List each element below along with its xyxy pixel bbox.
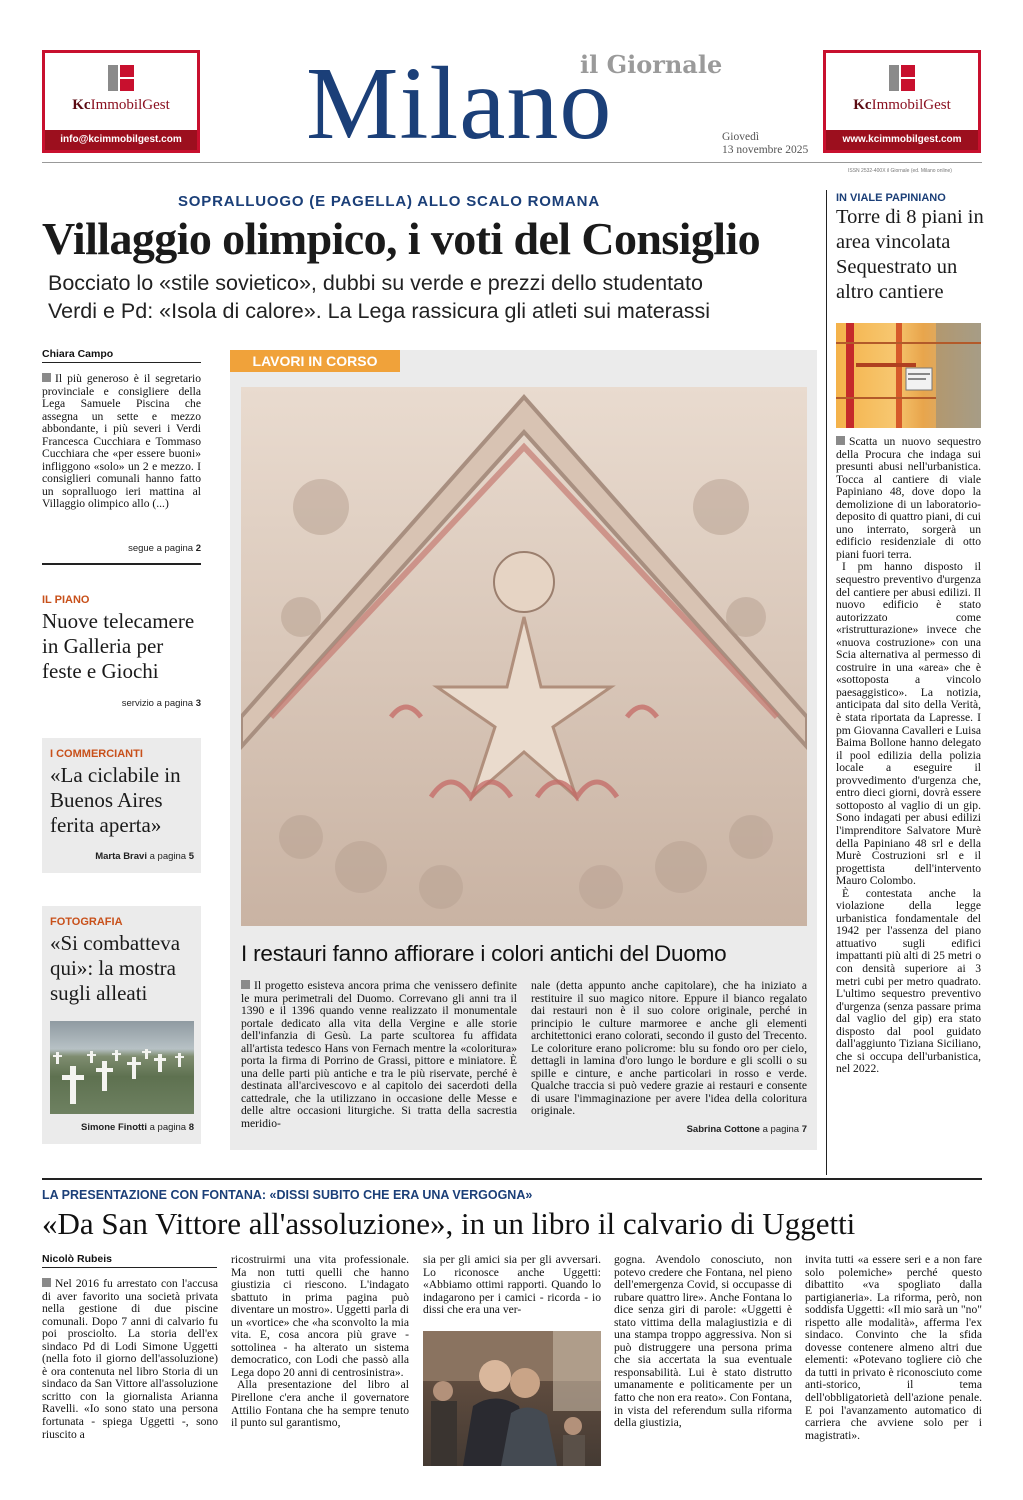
bullet-icon (836, 436, 845, 445)
fotografia-kicker: FOTOGRAFIA (50, 916, 123, 928)
lead-deck-1: Bocciato lo «stile sovietico», dubbi su verde e prezzi dello studentato (48, 271, 703, 295)
commercianti-title[interactable]: «La ciclabile in Buenos Aires ferita aperta» (50, 763, 181, 837)
duomo-label: LAVORI IN CORSO (230, 350, 400, 372)
papiniano-kicker: IN VIALE PAPINIANO (836, 192, 946, 204)
lead-byline: Chiara Campo (42, 348, 114, 360)
masthead-title: Milano (306, 46, 613, 161)
uggetti-col-1: Nel 2016 fu arrestato con l'accusa di aver favorito una società privata nella gestione di due piscine comunali. Dopo 7 anni di calvario fu poi prosciolto. La storia dell'ex sindaco Pd di Lodi Simone Uggetti (nella foto il giorno dell'assoluzione) è ora contenuta nel libro Storia di un sindaco da San Vittore all'assoluzione scritto con la giornalista Arianna Ravelli. «Io sono stato una persona fortunata - spiega Uggetti -, sono riuscito a (42, 1277, 218, 1441)
construction-site-icon (836, 323, 981, 428)
uggetti-photo (423, 1331, 601, 1466)
kc-logo-icon (108, 65, 134, 91)
uggetti-kicker: LA PRESENTAZIONE CON FONTANA: «DISSI SUBITO CHE ERA UNA VERGOGNA» (42, 1188, 533, 1202)
fotografia-ref[interactable]: Simone Finotti a pagina 8 (81, 1122, 194, 1133)
kc-logo-icon (889, 65, 915, 91)
duomo-ref[interactable]: Sabrina Cottone a pagina 7 (686, 1124, 807, 1135)
uggetti-col-2: ricostruirmi una vita professionale. Ma non tutti quelli che hanno giustizia ci riescono. L'indagato sbattuto in prima pagina può diventare un mostro». Uggetti parla di un «vortice» che «ha sconvolto la mia vita. E, cosa ancora più grave - sottolinea - ha alterato un sistema democratico, con Lodi che passò alla Lega dopo 20 anni di centrosinistra». Alla presentazione del libro al Pirellone c'era anche il governatore Attilio Fontana che ha sempre tenuto il punto sul garantismo, (231, 1253, 409, 1430)
piano-kicker: IL PIANO (42, 594, 90, 606)
duomo-col-1: Il progetto esisteva ancora prima che venissero definite le mura perimetrali del Duomo. Correvano gli anni tra il 1390 e il 1396 quando venne realizzato il monumentale portale dedicato alla vita della Vergine e alle storie dell'infanzia di Gesù. La parte scultorea fu affidata all'artista tedesco Hans von Fernach mentre la «coloritura» porta la firma di Porrino de Grassi, pittore e miniatore. È una delle parti più antiche e tra le più riservate, perché è destinata all'arcivescovo e al capitolo dei sacerdoti della cattedrale, che la utilizzano in occasione delle Messe e delle altre occasioni liturgiche. Si tratta della sacrestia meridio- (241, 979, 517, 1131)
ad-left[interactable]: KcImmobilGest info@kcimmobilgest.com (42, 50, 200, 153)
lead-headline[interactable]: Villaggio olimpico, i voti del Consiglio (42, 213, 760, 264)
lead-kicker: SOPRALLUOGO (E PAGELLA) ALLO SCALO ROMANA (178, 193, 600, 210)
duomo-headline[interactable]: I restauri fanno affiorare i colori antichi del Duomo (241, 941, 727, 966)
crosses-icon (50, 1021, 194, 1114)
uggetti-headline[interactable]: «Da San Vittore all'assoluzione», in un libro il calvario di Uggetti (42, 1206, 856, 1241)
duomo-col-2: nale (detta appunto anche capitolare), che ha iniziato a restituire il suo magico nitore. Eppure il bianco regalato dai restauri non è il suo colore originale, perché in principio le culture marmoree e anche gli elementi architettonici erano colorati, secondo il gusto del Trecento. Le coloriture erano policrome: blu su fondo oro per cielo, dettagli in lamina d'oro lungo le bordure e gli scolli o su spille e cinture, e anche particolari in rosso e verde. Qualche traccia si può vedere grazie ai restauri e consente di usare l'immaginazione per avere l'idea della coloritura originale. (531, 979, 807, 1118)
bullet-icon (241, 980, 250, 989)
issn: ISSN 2532-400X il Giornale (ed. Milano online) (848, 168, 952, 174)
piano-title[interactable]: Nuove telecamere in Galleria per feste e Giochi (42, 609, 195, 683)
newspaper-name: il Giornale (580, 50, 723, 79)
duomo-photo (241, 387, 807, 926)
cantiere-photo (836, 323, 981, 428)
fotografia-box (42, 906, 201, 1144)
dateline: Giovedì 13 novembre 2025 (722, 131, 809, 156)
papiniano-title[interactable]: Torre di 8 piani in area vincolata Sequestrato un altro cantiere (836, 206, 984, 303)
ad-left-email[interactable]: info@kcimmobilgest.com (45, 130, 197, 150)
uggetti-byline: Nicolò Rubeis (42, 1253, 113, 1265)
lead-deck-2: Verdi e Pd: «Isola di calore». La Lega rassicura gli atleti sui materassi (48, 299, 711, 323)
cemetery-photo (50, 1021, 194, 1114)
people-embracing-icon (423, 1331, 601, 1466)
piano-ref[interactable]: servizio a pagina 3 (121, 698, 201, 709)
divider (42, 362, 201, 363)
bullet-icon (42, 1278, 51, 1287)
column-divider (826, 190, 827, 1175)
fotografia-title[interactable]: «Si combatteva qui»: la mostra sugli alleati (50, 931, 181, 1005)
commercianti-box (42, 738, 201, 873)
commercianti-ref[interactable]: Marta Bravi a pagina 5 (95, 851, 194, 862)
divider (42, 563, 201, 565)
divider (42, 1267, 217, 1268)
uggetti-col-5: invita tutti «a essere seri e a non fare solo polemiche» perché questo dibattito «va spogliato dalla partigianeria». La riforma, però, non soddisfa Uggetti: «Il mio sarà un "no" rispetto alle modalità», afferma l'ex sindaco. Convinto che la sfida dovesse contenere almeno altri due elementi: «Potevano togliere ciò che da tutti in privato è riconosciuto come anti-storico, il tema dell'obbligatorietà dell'azione penale. E poi l'avanzamento automatico di carriera che avviene solo per i magistrati». (805, 1253, 982, 1442)
commercianti-kicker: I COMMERCIANTI (50, 748, 143, 760)
masthead-rule (42, 162, 982, 163)
bottom-rule (42, 1178, 982, 1180)
lead-body: Il più generoso è il segretario provinciale e consigliere della Lega Samuele Piscina che assegna un sette e mezzo abbondante, i più severi i Verdi Francesca Cucchiara e Tommaso Cucchiara che «per essere buoni» infliggono «solo» un 2 e mezzo. I consiglieri comunali hanno fatto un sopralluogo ieri mattina al Villaggio olimpico allo (...) (42, 372, 201, 511)
ad-right-website[interactable]: www.kcimmobilgest.com (826, 130, 978, 150)
bullet-icon (42, 373, 51, 382)
ad-right[interactable]: KcImmobilGest www.kcimmobilgest.com (823, 50, 981, 153)
duomo-sculpture-icon (241, 387, 807, 926)
lead-continue[interactable]: segue a pagina 2 (128, 543, 201, 554)
uggetti-col-3: sia per gli amici sia per gli avversari. Lo riconosce anche Uggetti: «Abbiamo ottimi rapporti. Quando lo indagarono per i camici - ricorda - io dissi che era una ver- (423, 1253, 601, 1317)
papiniano-body: Scatta un nuovo sequestro della Procura che indaga sui presunti abusi nell'urbanistica. Tocca al cantiere di viale Papiniano 48, dove dopo la demolizione di un laboratorio-deposito di quattro piani, di cui uno interrato, sorgerà un edificio residenziale di otto piani fuori terra. I pm hanno disposto il sequestro preventivo d'urgenza del cantiere per abusi edilizi. Il nuovo edificio è stato autorizzato come «ristrutturazione» invece che «nuova costruzione» con una Scia alternativa al permesso di costruire in una «area» che è «sottoposta a vincolo paesaggistico». La notizia, anticipata dal sito della Verità, è stata riportata da Lapresse. I pm Giovanna Cavalleri e Luisa Baima Bollone hanno delegato il pool edilizia della polizia locale a eseguire il provvedimento d'urgenza che, entro dieci giorni, dovrà essere sottoposto al vaglio di un gip. Sono indagati per abusi edilizi l'imprenditore Salvatore Murè della Papiniano 48 srl e della Murè Costruzioni srl e il progettista dell'intervento Mauro Colombo. È contestata anche la violazione della legge urbanistica fondamentale del 1942 per l'assenza del piano attuativo sugli edifici impattanti più alti di 25 metri o con densità superiore ai 3 metri cubi per metro quadrato. L'ultimo sequestro preventivo d'urgenza (senza passare prima dal vaglio del gip) era stato disposto dal pool guidato dall'aggiunto Tiziana Siciliano, che si occupa dell'urbanistica, nel 2022. (836, 435, 981, 1076)
uggetti-col-4: gogna. Avendolo conosciuto, non potevo credere che Fontana, nel pieno dell'emergenza Covid, si occupasse di rubare quattro lire». Anche Fontana lo dice senza giri di parole: «Uggetti è stato vittima della malagiustizia e di una stampa troppo aggressiva. Non si può distruggere una persona prima che sia accertata la sua eventuale responsabilità. Lui è stato distrutto umanamente e politicamente per un fatto che non era reato». Con Fontana, in vista del referendum sulla riforma della giustizia, (614, 1253, 792, 1430)
